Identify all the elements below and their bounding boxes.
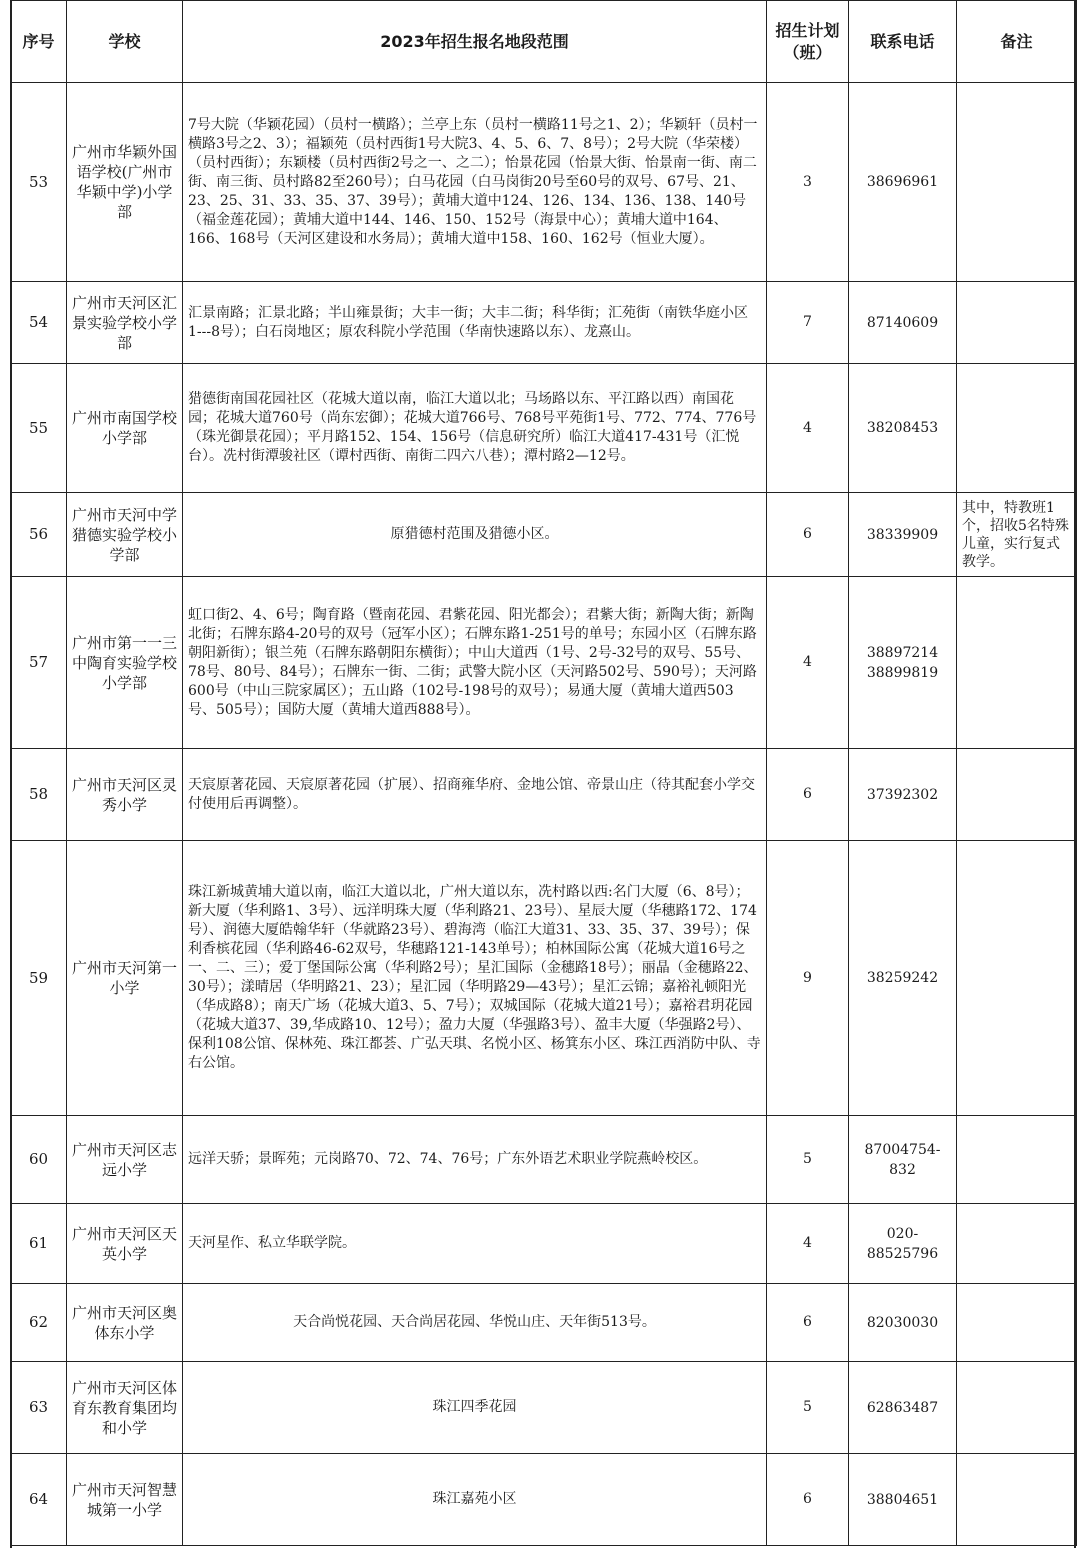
row-seq: 63 [11, 1362, 67, 1454]
row-seq: 53 [11, 83, 67, 282]
row-school: 广州市天河第一小学 [67, 841, 183, 1116]
row-note [957, 1454, 1077, 1546]
row-note [957, 83, 1077, 282]
header-phone: 联系电话 [849, 1, 957, 83]
table-row [11, 1454, 1077, 1546]
row-scope: 原猎德村范围及猎德小区。 [183, 493, 767, 577]
row-seq: 61 [11, 1204, 67, 1284]
row-seq: 59 [11, 841, 67, 1116]
row-school: 广州市华颖外国语学校(广州市华颖中学)小学部 [67, 83, 183, 282]
row-plan: 7 [767, 282, 849, 364]
table-row [11, 493, 1077, 577]
row-scope: 远洋天骄；景晖苑；元岗路70、72、74、76号；广东外语艺术职业学院燕岭校区。 [183, 1116, 767, 1204]
row-note [957, 1116, 1077, 1204]
row-school: 广州市南国学校小学部 [67, 364, 183, 493]
table-row [11, 1204, 1077, 1284]
row-plan: 4 [767, 1204, 849, 1284]
row-note [957, 577, 1077, 749]
row-scope: 猎德街南国花园社区（花城大道以南，临江大道以北；马场路以东、平江路以西）南国花园；花城大道760号（尚东宏御）；花城大道766号、768号平苑街1号、772、774、776号（珠光御景花园）；平月路152、154、156号（信息研究所）临江大道417-431号（汇悦台）。冼村街潭骏社区（谭村西街、南街二四六八巷）；潭村路2—12号。 [183, 364, 767, 493]
row-phone: 38339909 [849, 493, 957, 577]
header-seq: 序号 [11, 1, 67, 83]
row-phone [849, 577, 957, 749]
row-scope: 天河星作、私立华联学院。 [183, 1204, 767, 1284]
row-school: 广州市天河区志远小学 [67, 1116, 183, 1204]
row-plan: 6 [767, 1454, 849, 1546]
row-school: 广州市天河中学猎德实验学校小学部 [67, 493, 183, 577]
header-note: 备注 [957, 1, 1077, 83]
phone-line-1: 38897214 [866, 644, 939, 661]
row-scope: 珠江嘉苑小区 [183, 1454, 767, 1546]
row-note [957, 282, 1077, 364]
row-scope: 珠江四季花园 [183, 1362, 767, 1454]
table-row [11, 1116, 1077, 1204]
row-phone: 38696961 [849, 83, 957, 282]
row-scope: 天宸原著花园、天宸原著花园（扩展）、招商雍华府、金地公馆、帝景山庄（待其配套小学交付使用后再调整）。 [183, 749, 767, 841]
row-scope: 天合尚悦花园、天合尚居花园、华悦山庄、天年街513号。 [183, 1284, 767, 1362]
row-plan: 6 [767, 749, 849, 841]
row-seq: 64 [11, 1454, 67, 1546]
row-note [957, 841, 1077, 1116]
row-school: 广州市天河区汇景实验学校小学部 [67, 282, 183, 364]
row-school: 广州市天河区体育东教育集团均和小学 [67, 1362, 183, 1454]
table-row [11, 282, 1077, 364]
row-phone: 62863487 [849, 1362, 957, 1454]
table-header-row [11, 1, 1077, 83]
row-school: 广州市天河区灵秀小学 [67, 749, 183, 841]
row-phone: 87140609 [849, 282, 957, 364]
row-note [957, 1284, 1077, 1362]
row-school: 广州市天河区奥体东小学 [67, 1284, 183, 1362]
row-phone: 020-88525796 [849, 1204, 957, 1284]
row-plan: 3 [767, 83, 849, 282]
phone-line-2: 38899819 [866, 664, 939, 681]
row-scope: 7号大院（华颖花园）（员村一横路）；兰亭上东（员村一横路11号之1、2）；华颖轩（员村一横路3号之2、3）；福颖苑（员村西街1号大院3、4、5、6、7、8号）；2号大院（华荣楼）（员村西街）；东颖楼（员村西街2号之一、之二）；怡景花园（怡景大街、怡景南一街、南二街、南三街、员村路82至260号）；白马花园（白马岗街20号至60号的双号、67号、21、23、25、31、33、35、37、39号）；黄埔大道中124、126、134、136、138、140号（福金莲花园）；黄埔大道中144、146、150、152号（海景中心）；黄埔大道中164、166、168号（天河区建设和水务局）；黄埔大道中158、160、162号（恒业大厦）。 [183, 83, 767, 282]
table-row [11, 841, 1077, 1116]
row-note: 其中，特教班1个，招收5名特殊儿童，实行复式教学。 [957, 493, 1077, 577]
header-plan: 招生计划（班） [767, 1, 849, 83]
row-phone: 38259242 [849, 841, 957, 1116]
row-seq: 55 [11, 364, 67, 493]
table-row [11, 83, 1077, 282]
table-row [11, 577, 1077, 749]
row-plan: 9 [767, 841, 849, 1116]
row-school: 广州市天河智慧城第一小学 [67, 1454, 183, 1546]
row-plan: 5 [767, 1362, 849, 1454]
row-seq: 62 [11, 1284, 67, 1362]
row-phone: 82030030 [849, 1284, 957, 1362]
enrollment-table [10, 0, 1077, 1546]
row-phone: 38208453 [849, 364, 957, 493]
table-row [11, 364, 1077, 493]
header-scope: 2023年招生报名地段范围 [183, 1, 767, 83]
row-plan: 6 [767, 1284, 849, 1362]
row-note [957, 364, 1077, 493]
header-school: 学校 [67, 1, 183, 83]
row-scope: 虹口街2、4、6号；陶育路（暨南花园、君紫花园、阳光都会）；君紫大街；新陶大街；新陶北街；石牌东路4-20号的双号（冠军小区）；石牌东路1-251号的单号；东园小区（石牌东路朝阳新街）；银兰苑（石牌东路朝阳东横街）；中山大道西（1号、2号-32号的双号、55号、78号、80号、84号）；石牌东一街、二街；武警大院小区（天河路502号、590号）；天河路600号（中山三院家属区）；五山路（102号-198号的双号）；易通大厦（黄埔大道西503号、505号）；国防大厦（黄埔大道西888号）。 [183, 577, 767, 749]
row-plan: 4 [767, 364, 849, 493]
row-phone: 38804651 [849, 1454, 957, 1546]
row-note [957, 1204, 1077, 1284]
row-scope: 汇景南路；汇景北路；半山雍景街；大丰一街；大丰二街；科华街；汇苑街（南铁华庭小区1---8号）；白石岗地区；原农科院小学范围（华南快速路以东）、龙熹山。 [183, 282, 767, 364]
row-seq: 56 [11, 493, 67, 577]
row-seq: 57 [11, 577, 67, 749]
row-seq: 58 [11, 749, 67, 841]
row-note [957, 749, 1077, 841]
row-scope: 珠江新城黄埔大道以南，临江大道以北，广州大道以东，冼村路以西:名门大厦（6、8号）；新大厦（华利路1、3号）、远洋明珠大厦（华利路21、23号）、星辰大厦（华穗路172、174号）、润德大厦皓翰华轩（华就路23号）、碧海湾（临江大道31、33、35、37、39号）；保利香槟花园（华利路46-62双号，华穗路121-143单号）；柏林国际公寓（花城大道16号之一、二、三）；爱丁堡国际公寓（华利路2号）；星汇国际（金穗路18号）；丽晶（金穗路22、30号）；漾晴居（华明路21、23）；星汇园（华明路29—43号）；星汇云锦；嘉裕礼顿阳光（华成路8）；南天广场（花城大道3、5、7号）；双城国际（花城大道21号）；嘉裕君玥花园（花城大道37、39,华成路10、12号）；盈力大厦（华强路3号）、盈丰大厦（华强路2号）、保利108公馆、保林苑、珠江都荟、广弘天琪、名悦小区、杨箕东小区、珠江西消防中队、寺右公馆。 [183, 841, 767, 1116]
table-row [11, 1284, 1077, 1362]
row-note [957, 1362, 1077, 1454]
row-phone: 37392302 [849, 749, 957, 841]
row-school: 广州市第一一三中陶育实验学校小学部 [67, 577, 183, 749]
row-seq: 60 [11, 1116, 67, 1204]
row-seq: 54 [11, 282, 67, 364]
row-plan: 6 [767, 493, 849, 577]
row-plan: 4 [767, 577, 849, 749]
table-row [11, 749, 1077, 841]
table-row [11, 1362, 1077, 1454]
row-plan: 5 [767, 1116, 849, 1204]
row-school: 广州市天河区天英小学 [67, 1204, 183, 1284]
row-phone: 87004754-832 [849, 1116, 957, 1204]
